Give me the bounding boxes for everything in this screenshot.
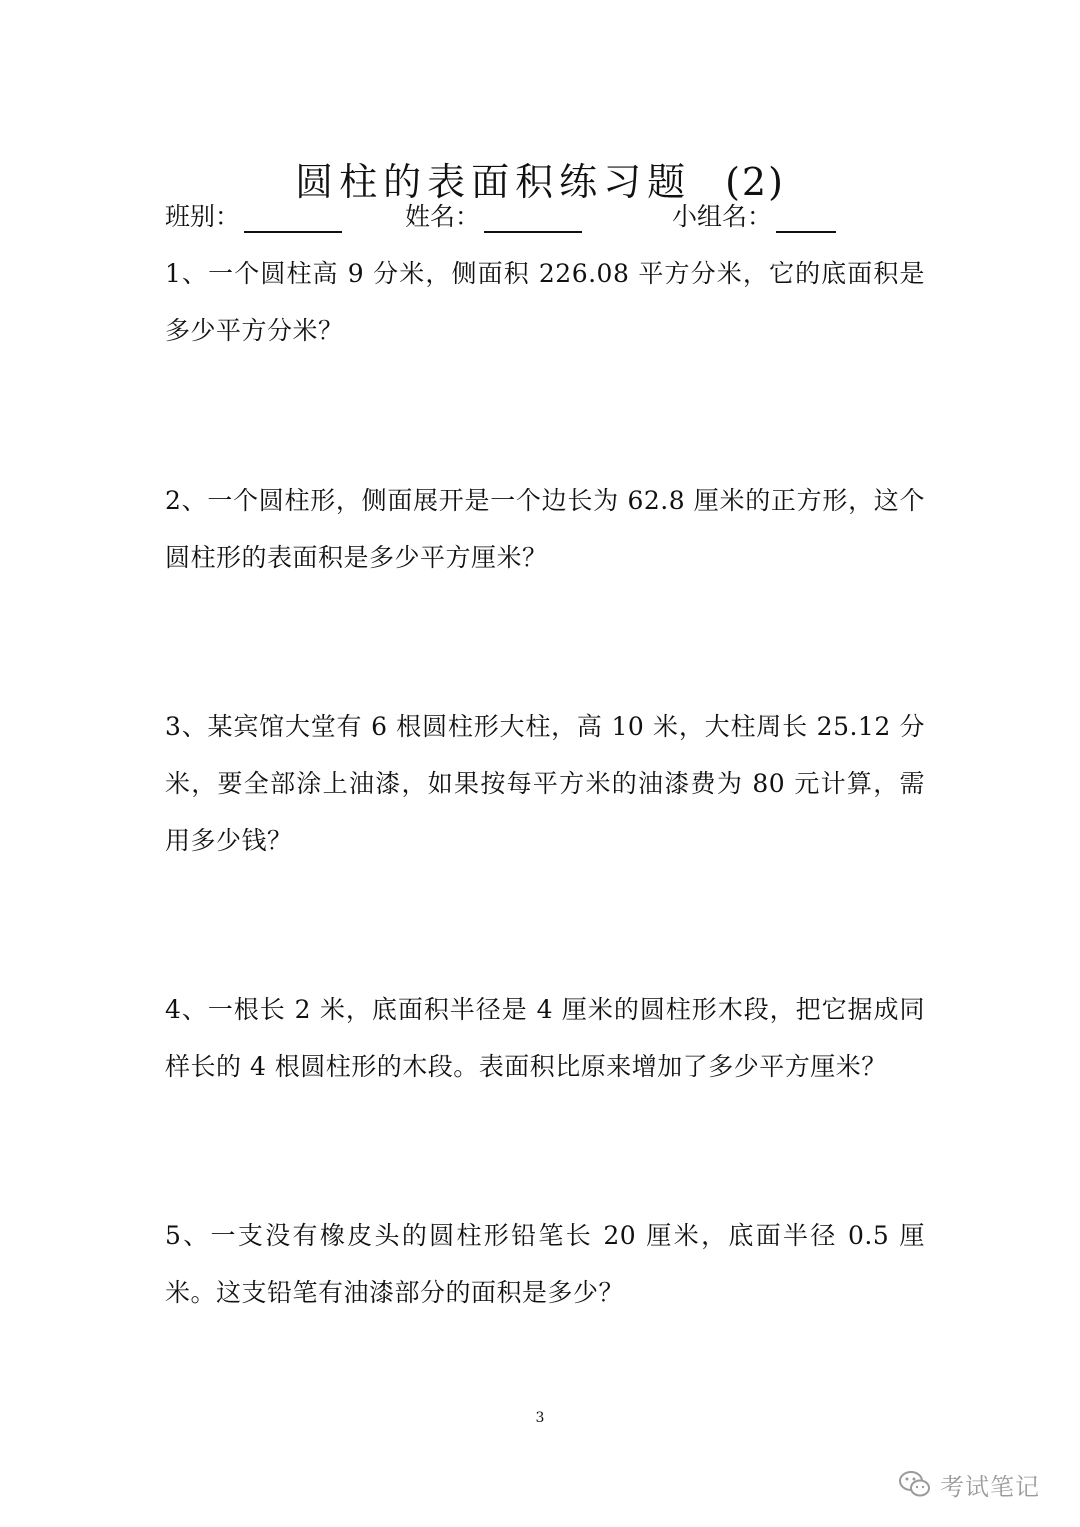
question-2: 2、一个圆柱形，侧面展开是一个边长为 62.8 厘米的正方形，这个圆柱形的表面积是多少平方厘米？ — [165, 486, 925, 572]
name-blank[interactable] — [484, 203, 582, 233]
class-field[interactable] — [165, 197, 342, 233]
name-label: 姓名： — [405, 202, 481, 231]
question-5: 5、一支没有橡皮头的圆柱形铅笔长 20 厘米，底面半径 0.5 厘米。这支铅笔有油漆部分的面积是多少？ — [165, 1221, 925, 1307]
watermark — [898, 1462, 1040, 1506]
name-field[interactable] — [405, 197, 582, 233]
group-blank[interactable] — [776, 203, 836, 233]
class-blank[interactable] — [244, 203, 342, 233]
question-4: 4、一根长 2 米，底面积半径是 4 厘米的圆柱形木段，把它据成同样长的 4 根圆柱形的木段。表面积比原来增加了多少平方厘米？ — [165, 995, 925, 1081]
watermark-text: 考试笔记 — [940, 1472, 1040, 1501]
group-label: 小组名： — [672, 202, 773, 231]
question-3: 3、某宾馆大堂有 6 根圆柱形大柱，高 10 米，大柱周长 25.12 分米，要全部涂上油漆，如果按每平方米的油漆费为 80 元计算，需用多少钱？ — [165, 712, 925, 855]
class-label: 班别： — [165, 202, 241, 231]
title-number: (2) — [725, 160, 785, 205]
wechat-icon — [898, 1469, 932, 1499]
student-info-row — [165, 197, 925, 237]
question-1: 1、一个圆柱高 9 分米，侧面积 226.08 平方分米，它的底面积是多少平方分米？ — [165, 259, 925, 345]
page-number: 3 — [535, 1410, 545, 1426]
group-field[interactable] — [672, 197, 836, 233]
title-main: 圆柱的表面积练习题 — [295, 160, 692, 205]
